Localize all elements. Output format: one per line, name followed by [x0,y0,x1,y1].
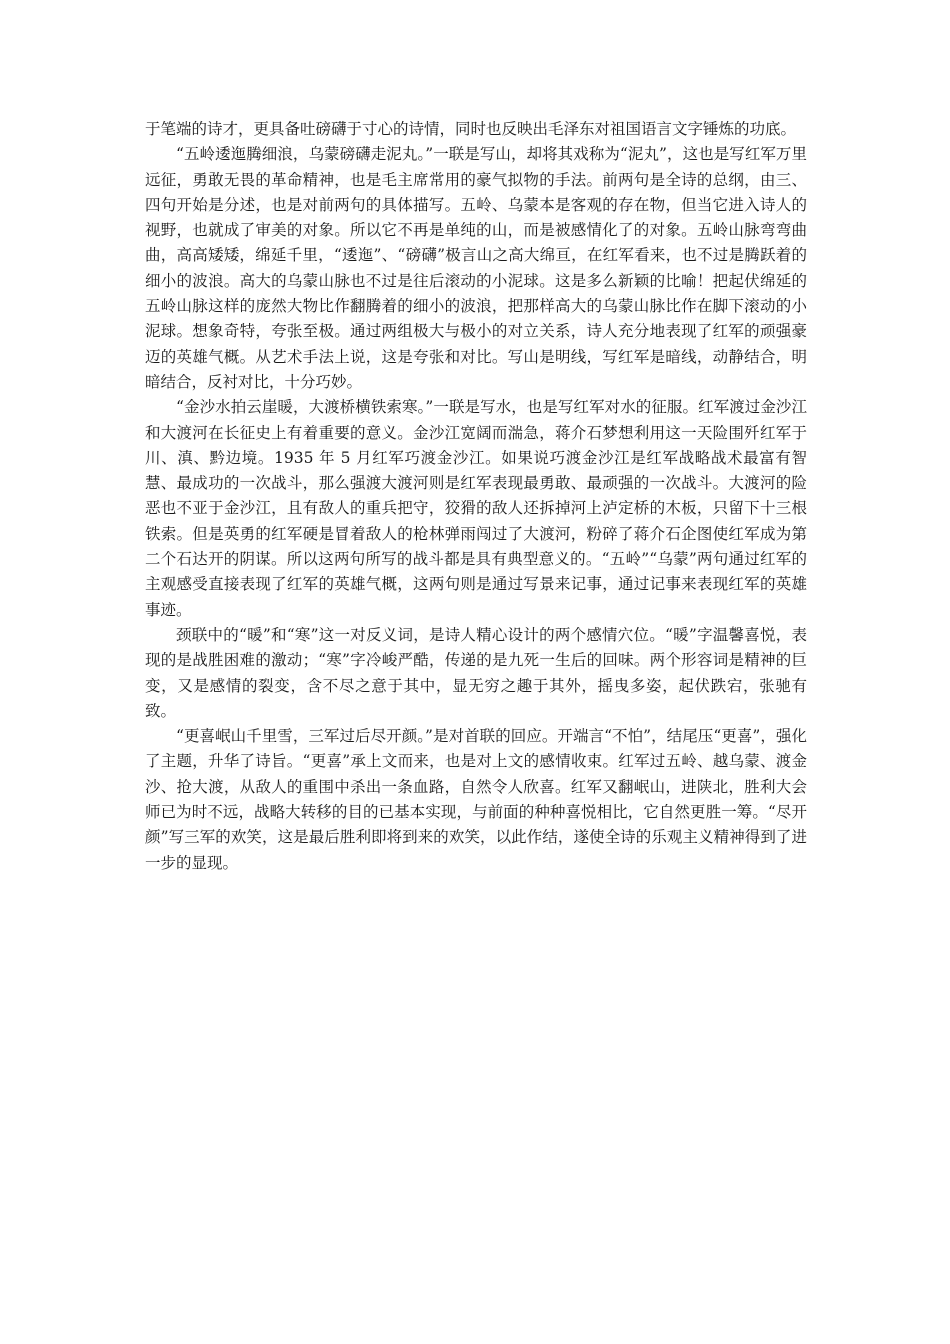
paragraph-1: 于笔端的诗才，更具备吐磅礴于寸心的诗情，同时也反映出毛泽东对祖国语言文字锤炼的功底。 [145,120,797,138]
paragraph-3: “金沙水拍云崖暖，大渡桥横铁索寒。”一联是写水，也是写红军对水的征服。红军渡过金沙江和大渡河在长征史上有着重要的意义。金沙江宽阔而湍急，蒋介石梦想利用这一天险围歼红军于川、滇、黔边境。1935 年 5 月红军巧渡金沙江。如果说巧渡金沙江是红军战略战术最富有智慧、最成功的一次战斗，那么强渡大渡河则是红军表现最勇敢、最顽强的一次战斗。大渡河的险恶也不亚于金沙江，且有敌人的重兵把守，狡猾的敌人还拆掉河上泸定桥的木板，只留下十三根铁索。但是英勇的红军硬是冒着敌人的枪林弹雨闯过了大渡河，粉碎了蒋介石企图使红军成为第二个石达开的阴谋。所以这两句所写的战斗都是具有典型意义的。“五岭”“乌蒙”两句通过红军的主观感受直接表现了红军的英雄气概，这两句则是通过写景来记事，通过记事来表现红军的英雄事迹。 [145,398,807,619]
paragraph-4: 颈联中的“暖”和“寒”这一对反义词，是诗人精心设计的两个感情穴位。“暖”字温馨喜悦，表现的是战胜困难的激动；“寒”字冷峻严酷，传递的是九死一生后的回味。两个形容词是精神的巨变，又是感情的裂变，含不尽之意于其中，显无穷之趣于其外，摇曳多姿，起伏跌宕，张驰有致。 [145,625,807,720]
paragraph-2: “五岭逶迤腾细浪，乌蒙磅礴走泥丸。”一联是写山，却将其戏称为“泥丸”，这也是写红军万里远征，勇敢无畏的革命精神，也是毛主席常用的豪气拟物的手法。前两句是全诗的总纲，由三、四句开始是分述，也是对前两句的具体描写。五岭、乌蒙本是客观的存在物，但当它进入诗人的视野，也就成了审美的对象。所以它不再是单纯的山，而是被感情化了的对象。五岭山脉弯弯曲曲，高高矮矮，绵延千里，“逶迤”、“磅礴”极言山之高大绵亘，在红军看来，也不过是腾跃着的细小的波浪。高大的乌蒙山脉也不过是往后滚动的小泥球。这是多么新颖的比喻！把起伏绵延的五岭山脉这样的庞然大物比作翻腾着的细小的波浪，把那样高大的乌蒙山脉比作在脚下滚动的小泥球。想象奇特，夸张至极。通过两组极大与极小的对立关系，诗人充分地表现了红军的顽强豪迈的英雄气概。从艺术手法上说，这是夸张和对比。写山是明线，写红军是暗线，动静结合，明暗结合，反衬对比，十分巧妙。 [145,145,807,391]
paragraph-5: “更喜岷山千里雪，三军过后尽开颜。”是对首联的回应。开端言“不怕”，结尾压“更喜”，强化了主题，升华了诗旨。“更喜”承上文而来，也是对上文的感情收束。红军过五岭、越乌蒙、渡金沙、抢大渡，从敌人的重围中杀出一条血路，自然令人欣喜。红军又翻岷山，进陕北，胜利大会师已为时不远，战略大转移的目的已基本实现，与前面的种种喜悦相比，它自然更胜一筹。“尽开颜”写三军的欢笑，这是最后胜利即将到来的欢笑，以此作结，遂使全诗的乐观主义精神得到了进一步的显现。 [145,727,807,872]
document-body [145,117,807,876]
